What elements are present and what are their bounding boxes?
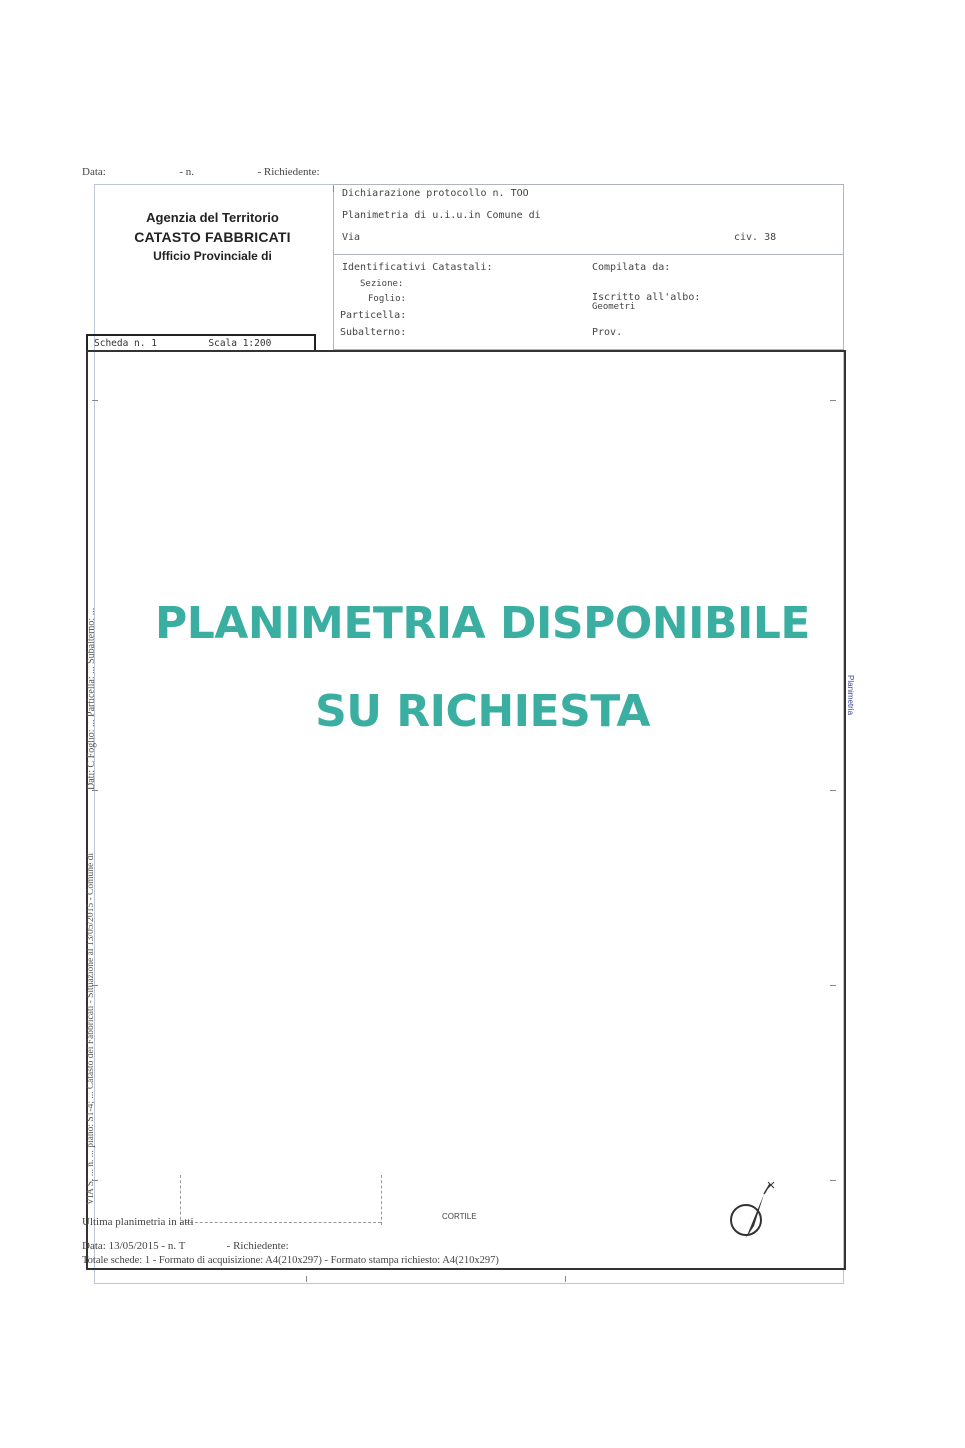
iscritto-text: Iscritto all'albo: bbox=[592, 292, 701, 303]
frame-tick bbox=[565, 1276, 566, 1282]
via-text: Via bbox=[342, 232, 361, 243]
top-request-line bbox=[82, 166, 324, 178]
totale-schede: Totale schede: 1 - Formato di acquisizione: A4(210x297) - Formato stampa richiesto: A4(210x297) bbox=[82, 1255, 499, 1266]
cortile-label: CORTILE bbox=[442, 1212, 477, 1221]
north-arrow-icon bbox=[724, 1180, 780, 1246]
n-label: - n. bbox=[179, 166, 194, 178]
courtyard-edge bbox=[180, 1222, 381, 1223]
scala-label: Scala 1:200 bbox=[208, 338, 272, 349]
watermark-line-1: PLANIMETRIA DISPONIBILE bbox=[155, 598, 810, 649]
frame-tick bbox=[333, 186, 334, 192]
agency-name: Agenzia del Territorio bbox=[146, 210, 279, 225]
ultima-planimetria: Ultima planimetria in atti bbox=[82, 1216, 194, 1228]
agency-block bbox=[105, 210, 320, 263]
frame-tick bbox=[92, 790, 98, 791]
courtyard-edge bbox=[381, 1175, 382, 1225]
bottom-richiedente: - Richiedente: bbox=[226, 1240, 289, 1252]
geometri-text: Geometri bbox=[592, 302, 636, 312]
richiedente-label: - Richiedente: bbox=[257, 166, 320, 178]
identificativi-text: Identificativi Catastali: bbox=[342, 262, 493, 273]
frame-tick bbox=[830, 985, 836, 986]
frame-tick bbox=[830, 790, 836, 791]
drawing-area bbox=[86, 350, 846, 1270]
ufficio-label: Ufficio Provinciale di bbox=[153, 249, 272, 263]
bottom-data-line bbox=[82, 1240, 289, 1252]
sezione-text: Sezione: bbox=[360, 279, 404, 289]
frame-tick bbox=[830, 400, 836, 401]
prov-text: Prov. bbox=[592, 327, 623, 338]
catasto-title: CATASTO FABBRICATI bbox=[134, 229, 291, 245]
subalterno-text: Subalterno: bbox=[340, 327, 407, 338]
foglio-text: Foglio: bbox=[368, 294, 406, 304]
watermark-line-2: SU RICHIESTA bbox=[315, 686, 650, 737]
frame-tick bbox=[830, 1180, 836, 1181]
scheda-label: Scheda n. 1 bbox=[94, 338, 157, 349]
planimetria-text: Planimetria di u.i.u.in Comune di bbox=[342, 210, 541, 221]
particella-text: Particella: bbox=[340, 310, 407, 321]
frame-tick bbox=[92, 400, 98, 401]
dichiarazione-text: Dichiarazione protocollo n. TOO bbox=[342, 188, 529, 199]
data-label: Data: bbox=[82, 166, 106, 178]
frame-tick bbox=[306, 1276, 307, 1282]
side-text-right: Planimetria bbox=[846, 675, 855, 716]
side-text-left-bottom: VIA S. ... n. ... piano: S1-4; ... Catasto dei Fabbricati - Situazione al 13/05/2015 - Comune di bbox=[86, 853, 96, 1205]
header-separator bbox=[333, 254, 844, 255]
bottom-data: Data: 13/05/2015 - n. T bbox=[82, 1240, 186, 1252]
side-text-left-top: Dati: C Foglio: ... Particella: ... Subalterno: ... bbox=[86, 607, 97, 790]
compilata-text: Compilata da: bbox=[592, 262, 671, 273]
civ-text: civ. 38 bbox=[734, 232, 777, 243]
